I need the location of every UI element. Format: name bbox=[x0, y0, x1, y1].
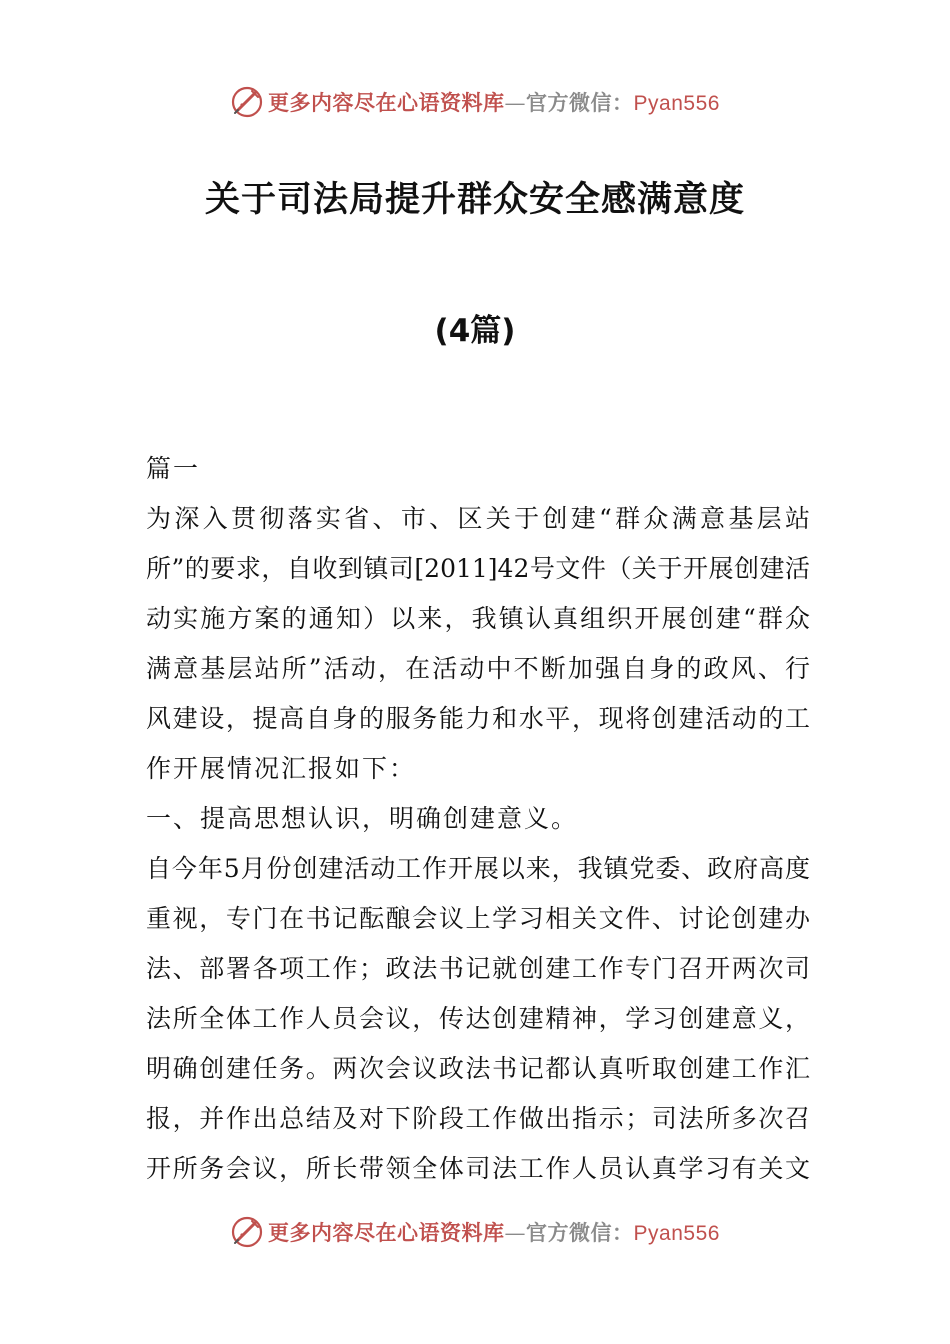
text-line: 篇一 bbox=[146, 454, 201, 483]
text-line: 风建设，提高自身的服务能力和水平，现将创建活动的工 bbox=[146, 704, 810, 733]
header-watermark bbox=[0, 82, 950, 122]
watermark-dash: — bbox=[504, 1221, 527, 1245]
text-line: 法所全体工作人员会议，传达创建精神，学习创建意义， bbox=[146, 1004, 810, 1033]
document-body bbox=[146, 444, 810, 1194]
text-line: 作开展情况汇报如下： bbox=[146, 754, 417, 783]
watermark-main-text: 更多内容尽在心语资料库 bbox=[268, 1220, 505, 1245]
document-title: 关于司法局提升群众安全感满意度 bbox=[204, 180, 745, 220]
pen-logo-icon bbox=[230, 85, 264, 119]
text-line: 开所务会议，所长带领全体司法工作人员认真学习有关文 bbox=[146, 1154, 810, 1183]
watermark-dash: — bbox=[504, 91, 527, 115]
text-line: 法、部署各项工作；政法书记就创建工作专门召开两次司 bbox=[146, 954, 810, 983]
text-line: 报，并作出总结及对下阶段工作做出指示；司法所多次召 bbox=[146, 1104, 810, 1133]
text-line: 动实施方案的通知）以来，我镇认真组织开展创建“群众 bbox=[146, 604, 810, 633]
text-line: 重视，专门在书记酝酿会议上学习相关文件、讨论创建办 bbox=[146, 904, 810, 933]
text-line: 满意基层站所”活动，在活动中不断加强自身的政风、行 bbox=[146, 654, 810, 683]
watermark-main-text: 更多内容尽在心语资料库 bbox=[268, 90, 505, 115]
text-line: 自今年5月份创建活动工作开展以来，我镇党委、政府高度 bbox=[146, 854, 810, 883]
text-line: 明确创建任务。两次会议政法书记都认真听取创建工作汇 bbox=[146, 1054, 810, 1083]
watermark-wechat-id: Pyan556 bbox=[633, 1222, 720, 1245]
text-line: 所”的要求，自收到镇司[2011]42号文件（关于开展创建活 bbox=[146, 554, 810, 583]
text-line: 为深入贯彻落实省、市、区关于创建“群众满意基层站 bbox=[146, 504, 810, 533]
text-line: 一、提高思想认识，明确创建意义。 bbox=[146, 804, 579, 833]
pen-logo-icon bbox=[230, 1215, 264, 1249]
watermark-wechat-label: 官方微信： bbox=[526, 90, 634, 115]
watermark-wechat-label: 官方微信： bbox=[526, 1220, 634, 1245]
footer-watermark bbox=[0, 1212, 950, 1252]
document-subtitle: (4篇) bbox=[434, 313, 516, 349]
watermark-wechat-id: Pyan556 bbox=[633, 92, 720, 115]
